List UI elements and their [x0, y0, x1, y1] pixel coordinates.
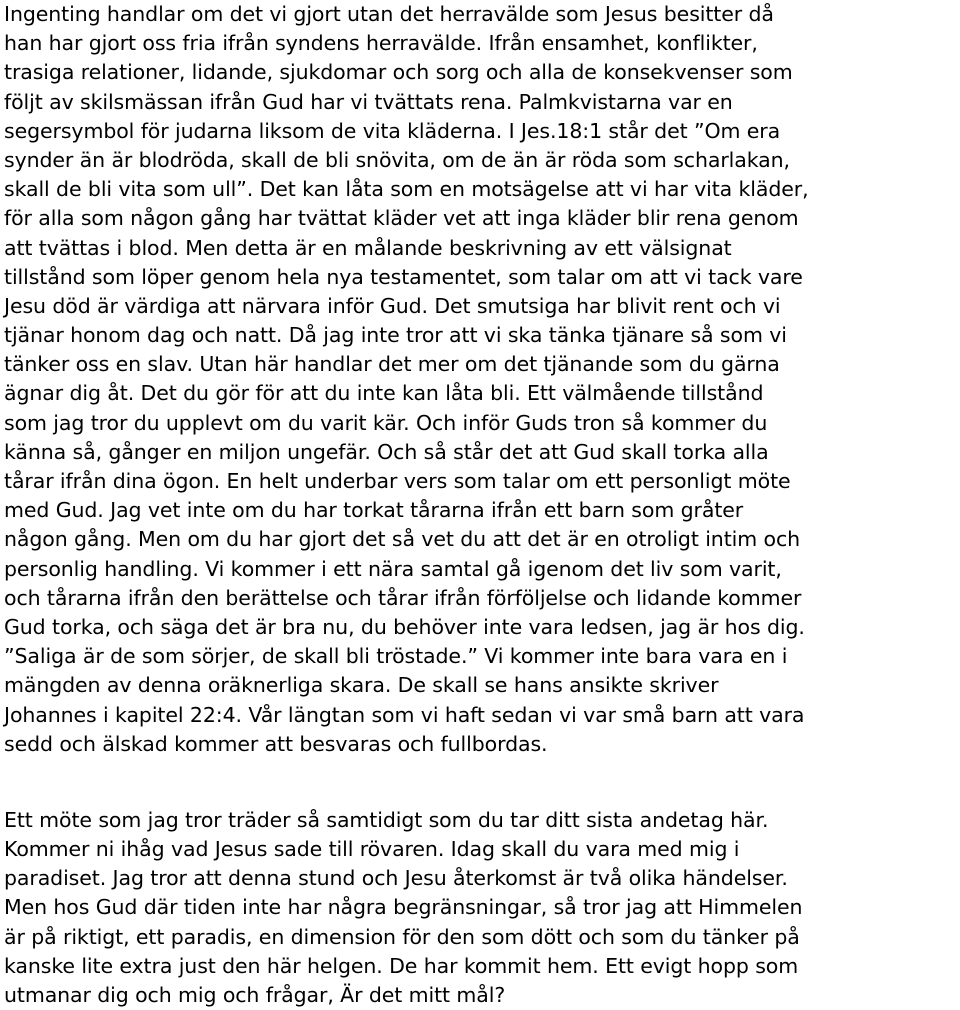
text-line: och tårarna ifrån den berättelse och tårar ifrån förföljelse och lidande kommer — [4, 585, 802, 610]
text-line: Jesu död är värdiga att närvara inför Gud. Det smutsiga har blivit rent och vi — [4, 293, 781, 318]
text-line: att tvättas i blod. Men detta är en målande beskrivning av ett välsignat — [4, 235, 732, 260]
paragraph-2 — [4, 806, 958, 1010]
text-line: med Gud. Jag vet inte om du har torkat tårarna ifrån ett barn som gråter — [4, 498, 744, 523]
text-line: ”Saliga är de som sörjer, de skall bli tröstade.” Vi kommer inte bara vara en i — [4, 644, 788, 669]
text-line: är på riktigt, ett paradis, en dimension för den som dött och som du tänker på — [4, 924, 800, 949]
text-line: kanske lite extra just den här helgen. De har kommit hem. Ett evigt hopp som — [4, 953, 799, 978]
document-page — [4, 0, 958, 1010]
text-line: tårar ifrån dina ögon. En helt underbar vers som talar om ett personligt möte — [4, 469, 791, 493]
text-line: för alla som någon gång har tvättat kläder vet att inga kläder blir rena genom — [4, 206, 799, 231]
text-line: ägnar dig åt. Det du gör för att du inte kan låta bli. Ett välmående tillstånd — [4, 381, 764, 406]
text-line: Kommer ni ihåg vad Jesus sade till rövaren. Idag skall du vara med mig i — [4, 837, 740, 862]
text-line: Ett möte som jag tror träder så samtidigt som du tar ditt sista andetag här. — [4, 807, 769, 832]
text-line: känna så, gånger en miljon ungefär. Och så står det att Gud skall torka alla — [4, 439, 769, 464]
text-line: tänker oss en slav. Utan här handlar det mer om det tjänande som du gärna — [4, 352, 780, 377]
text-line: Gud torka, och säga det är bra nu, du behöver inte vara ledsen, jag är hos dig. — [4, 614, 805, 639]
text-line: trasiga relationer, lidande, sjukdomar och sorg och alla de konsekvenser som — [4, 60, 793, 85]
text-line: följt av skilsmässan ifrån Gud har vi tvättats rena. Palmkvistarna var en — [4, 89, 733, 114]
text-line: någon gång. Men om du har gjort det så vet du att det är en otroligt intim och — [4, 527, 801, 552]
text-line: tjänar honom dag och natt. Då jag inte tror att vi ska tänka tjänare så som vi — [4, 323, 787, 348]
text-line: synder än är blodröda, skall de bli snövita, om de än är röda som scharlakan, — [4, 147, 790, 172]
paragraph-gap — [4, 759, 958, 806]
text-line: Ingenting handlar om det vi gjort utan det herravälde som Jesus besitter då — [4, 2, 774, 26]
text-line: skall de bli vita som ull”. Det kan låta som en motsägelse att vi har vita kläder, — [4, 177, 809, 202]
text-line: tillstånd som löper genom hela nya testamentet, som talar om att vi tack vare — [4, 264, 803, 289]
text-line: personlig handling. Vi kommer i ett nära samtal gå igenom det liv som varit, — [4, 556, 782, 581]
text-line: Men hos Gud där tiden inte har några begränsningar, så tror jag att Himmelen — [4, 895, 803, 920]
text-line: paradiset. Jag tror att denna stund och Jesu återkomst är två olika händelser. — [4, 866, 788, 891]
text-line: Johannes i kapitel 22:4. Vår längtan som vi haft sedan vi var små barn att vara — [4, 702, 805, 727]
text-line: som jag tror du upplevt om du varit kär. Och inför Guds tron så kommer du — [4, 410, 768, 435]
paragraph-1 — [4, 0, 958, 759]
text-line: mängden av denna oräknerliga skara. De skall se hans ansikte skriver — [4, 673, 719, 698]
text-line: han har gjort oss fria ifrån syndens herravälde. Ifrån ensamhet, konflikter, — [4, 31, 758, 56]
text-line: sedd och älskad kommer att besvaras och fullbordas. — [4, 731, 548, 756]
text-line: segersymbol för judarna liksom de vita kläderna. I Jes.18:1 står det ”Om era — [4, 118, 781, 143]
text-line: utmanar dig och mig och frågar, Är det mitt mål? — [4, 983, 506, 1007]
